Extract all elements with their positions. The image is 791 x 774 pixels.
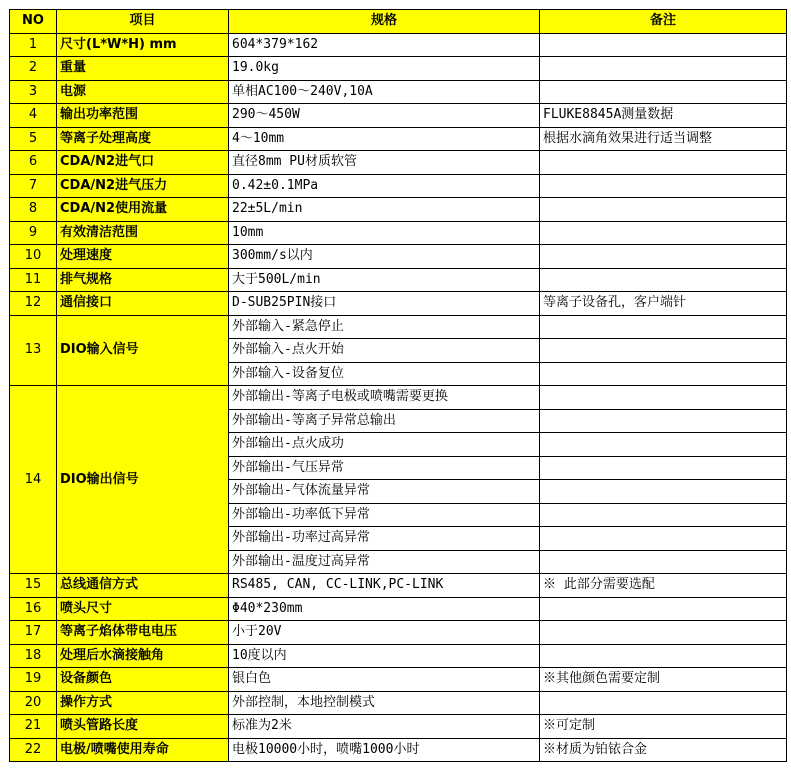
row-number: 21 [10,715,57,739]
spec-table [9,9,787,762]
spec-value: 外部输出-等离子电极或喷嘴需要更换 [229,386,540,410]
item-name: 通信接口 [57,292,229,316]
item-name: 重量 [57,57,229,81]
table-row [10,151,787,175]
note-value: 根据水滴角效果进行适当调整 [540,127,787,151]
spec-value: 290～450W [229,104,540,128]
spec-value: 4～10mm [229,127,540,151]
header-spec: 规格 [229,10,540,34]
header-no: NO [10,10,57,34]
spec-value: 电极10000小时，喷嘴1000小时 [229,738,540,762]
note-value [540,456,787,480]
item-name: 设备颜色 [57,668,229,692]
row-number: 13 [10,315,57,386]
note-value: ※可定制 [540,715,787,739]
item-name: 排气规格 [57,268,229,292]
table-row [10,715,787,739]
note-value [540,362,787,386]
header-note: 备注 [540,10,787,34]
spec-value: 外部输入-点火开始 [229,339,540,363]
item-name: CDA/N2使用流量 [57,198,229,222]
note-value [540,315,787,339]
header-item: 项目 [57,10,229,34]
note-value [540,691,787,715]
table-row [10,644,787,668]
spec-value: 银白色 [229,668,540,692]
note-value [540,550,787,574]
table-row [10,221,787,245]
table-row [10,57,787,81]
item-name: 处理速度 [57,245,229,269]
table-row [10,597,787,621]
note-value [540,527,787,551]
item-name: 总线通信方式 [57,574,229,598]
row-number: 2 [10,57,57,81]
note-value [540,480,787,504]
spec-value: 604*379*162 [229,33,540,57]
row-number: 10 [10,245,57,269]
spec-value: RS485, CAN, CC-LINK,PC-LINK [229,574,540,598]
header-row [10,10,787,34]
spec-value: 外部输出-等离子异常总输出 [229,409,540,433]
row-number: 20 [10,691,57,715]
row-number: 16 [10,597,57,621]
row-number: 14 [10,386,57,574]
spec-value: 直径8mm PU材质软管 [229,151,540,175]
table-row [10,621,787,645]
row-number: 3 [10,80,57,104]
spec-value: D-SUB25PIN接口 [229,292,540,316]
spec-value: 外部输出-点火成功 [229,433,540,457]
spec-value: 22±5L/min [229,198,540,222]
row-number: 19 [10,668,57,692]
row-number: 4 [10,104,57,128]
note-value [540,386,787,410]
item-name: 喷头管路长度 [57,715,229,739]
note-value [540,621,787,645]
table-row [10,127,787,151]
spec-value: 10度以内 [229,644,540,668]
spec-value: 外部输入-紧急停止 [229,315,540,339]
spec-value: 19.0kg [229,57,540,81]
item-name: 等离子焰体带电电压 [57,621,229,645]
note-value [540,503,787,527]
item-name: 等离子处理高度 [57,127,229,151]
table-row [10,386,787,410]
spec-value: 外部输出-功率过高异常 [229,527,540,551]
note-value [540,57,787,81]
row-number: 5 [10,127,57,151]
item-name: 喷头尺寸 [57,597,229,621]
table-row [10,80,787,104]
item-name: 处理后水滴接触角 [57,644,229,668]
item-name: 电极/喷嘴使用寿命 [57,738,229,762]
note-value [540,339,787,363]
note-value [540,174,787,198]
table-row [10,245,787,269]
table-row [10,33,787,57]
note-value [540,644,787,668]
table-row [10,315,787,339]
table-row [10,292,787,316]
spec-value: 单相AC100～240V,10A [229,80,540,104]
row-number: 6 [10,151,57,175]
note-value [540,33,787,57]
item-name: 操作方式 [57,691,229,715]
spec-value: 外部输出-功率低下异常 [229,503,540,527]
table-row [10,268,787,292]
row-number: 12 [10,292,57,316]
spec-value: 0.42±0.1MPa [229,174,540,198]
item-name: 有效清洁范围 [57,221,229,245]
table-row [10,691,787,715]
note-value [540,433,787,457]
table-row [10,738,787,762]
item-name: 尺寸(L*W*H) mm [57,33,229,57]
note-value [540,151,787,175]
note-value: ※ 此部分需要选配 [540,574,787,598]
row-number: 1 [10,33,57,57]
note-value [540,597,787,621]
row-number: 18 [10,644,57,668]
spec-value: 外部输入-设备复位 [229,362,540,386]
spec-value: 小于20V [229,621,540,645]
table-row [10,174,787,198]
spec-value: Φ40*230mm [229,597,540,621]
row-number: 8 [10,198,57,222]
table-row [10,198,787,222]
spec-value: 外部输出-温度过高异常 [229,550,540,574]
note-value: 等离子设备孔，客户端针 [540,292,787,316]
spec-value: 300mm/s以内 [229,245,540,269]
note-value [540,409,787,433]
note-value: FLUKE8845A测量数据 [540,104,787,128]
row-number: 17 [10,621,57,645]
spec-value: 10mm [229,221,540,245]
note-value: ※其他颜色需要定制 [540,668,787,692]
spec-value: 大于500L/min [229,268,540,292]
spec-value: 外部控制，本地控制模式 [229,691,540,715]
item-name: CDA/N2进气口 [57,151,229,175]
spec-table-body [10,33,787,762]
item-name: DIO输出信号 [57,386,229,574]
table-row [10,668,787,692]
row-number: 22 [10,738,57,762]
item-name: CDA/N2进气压力 [57,174,229,198]
note-value [540,245,787,269]
row-number: 9 [10,221,57,245]
table-row [10,104,787,128]
note-value [540,80,787,104]
row-number: 11 [10,268,57,292]
spec-value: 外部输出-气压异常 [229,456,540,480]
table-row [10,574,787,598]
note-value [540,198,787,222]
item-name: 电源 [57,80,229,104]
item-name: 输出功率范围 [57,104,229,128]
row-number: 7 [10,174,57,198]
item-name: DIO输入信号 [57,315,229,386]
note-value [540,268,787,292]
note-value: ※材质为铂铱合金 [540,738,787,762]
row-number: 15 [10,574,57,598]
spec-value: 外部输出-气体流量异常 [229,480,540,504]
note-value [540,221,787,245]
spec-value: 标准为2米 [229,715,540,739]
